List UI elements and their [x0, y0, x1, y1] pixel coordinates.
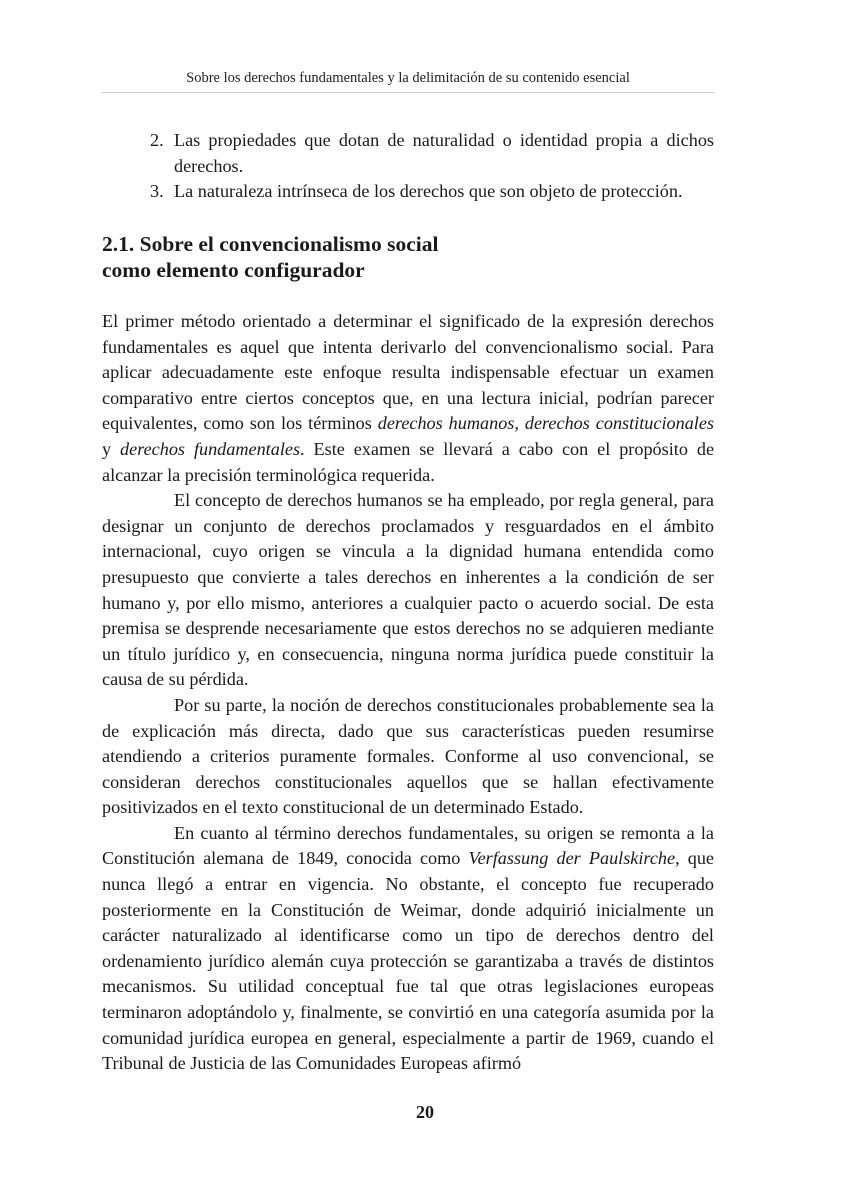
section-heading [102, 231, 714, 283]
paragraph-1-text-a: El primer método orientado a determinar el significado de la expresión derechos fundamentales es aquel que intenta derivarlo del convencionalismo social. Para aplicar adecuadamente este enfoque resulta indispensable efectuar un examen comparativo entre ciertos conceptos que, en una lectura inicial, podrían parecer equivalentes, como son los términos [102, 311, 714, 434]
list-item-number: 3. [150, 181, 164, 202]
paragraph-4-text-a: En cuanto al término derechos fundamentales, su origen se remonta a la Constitución alemana de 1849, conocida como [102, 822, 714, 869]
paragraph-2: El concepto de derechos humanos se ha empleado, por regla general, para designar un conjunto de derechos proclamados y resguardados en el ámbito internacional, cuyo origen se vincula a la dignidad humana entendida como presupuesto que convierte a tales derechos en inherentes a la condición de ser humano y, por ello mismo, anteriores a cualquier pacto o acuerdo social. De esta premisa se desprende necesariamente que estos derechos no se adquieren mediante un título jurídico y, en consecuencia, ninguna norma jurídica puede constituir la causa de su pérdida. [102, 490, 714, 690]
list-item [102, 179, 714, 205]
paragraph-1-italic-term: derechos fundamentales [120, 438, 301, 459]
body-text [102, 309, 714, 1077]
paragraph-4 [102, 821, 714, 1077]
paragraph-4-text-b: , que nunca llegó a entrar en vigencia. No obstante, el concepto fue recuperado posteriormente en la Constitución de Weimar, donde adquirió inicialmente un carácter naturalizado al identificarse como un tipo de derechos dentro del ordenamiento jurídico alemán cuya protección se garantizaba a través de distintos mecanismos. Su utilidad conceptual fue tal que otras legislaciones europeas terminaron adoptándolo y, finalmente, se convirtió en una categoría asumida por la comunidad jurídica europea en general, especialmente a partir de 1969, cuando el Tribunal de Justicia de las Comunidades Europeas afirmó [102, 848, 715, 1074]
running-header: Sobre los derechos fundamentales y la delimitación de su contenido esencial [186, 70, 630, 86]
paragraph-1 [102, 309, 714, 488]
section-heading-line-2: como elemento configurador [102, 258, 365, 282]
section-heading-line-1: 2.1. Sobre el convencionalismo social [102, 232, 439, 256]
enumerated-list [102, 128, 714, 205]
header-divider [102, 92, 714, 93]
list-item-text: Las propiedades que dotan de naturalidad o identidad propia a dichos derechos. [174, 130, 714, 176]
list-item-text: La naturaleza intrínseca de los derechos que son objeto de protección. [174, 181, 683, 202]
paragraph-1-text-c: . Este examen se llevará a cabo con el propósito de alcanzar la precisión terminológica requerida. [102, 438, 715, 485]
paragraph-3: Por su parte, la noción de derechos constitucionales probablemente sea la de explicación más directa, dado que sus características pueden resumirse atendiendo a criterios puramente formales. Conforme al uso convencional, se consideran derechos constitucionales aquellos que se hallan efectivamente positivizados en el texto constitucional de un determinado Estado. [102, 694, 714, 818]
paragraph-1-italic-terms: derechos humanos, derechos constitucionales [377, 413, 714, 434]
list-item-number: 2. [150, 130, 164, 150]
paragraph-1-text-b: y [102, 438, 121, 459]
page-number: 20 [416, 1102, 434, 1122]
paragraph-4-italic-title: Verfassung der Paulskirche [468, 848, 676, 869]
list-item [102, 128, 714, 179]
